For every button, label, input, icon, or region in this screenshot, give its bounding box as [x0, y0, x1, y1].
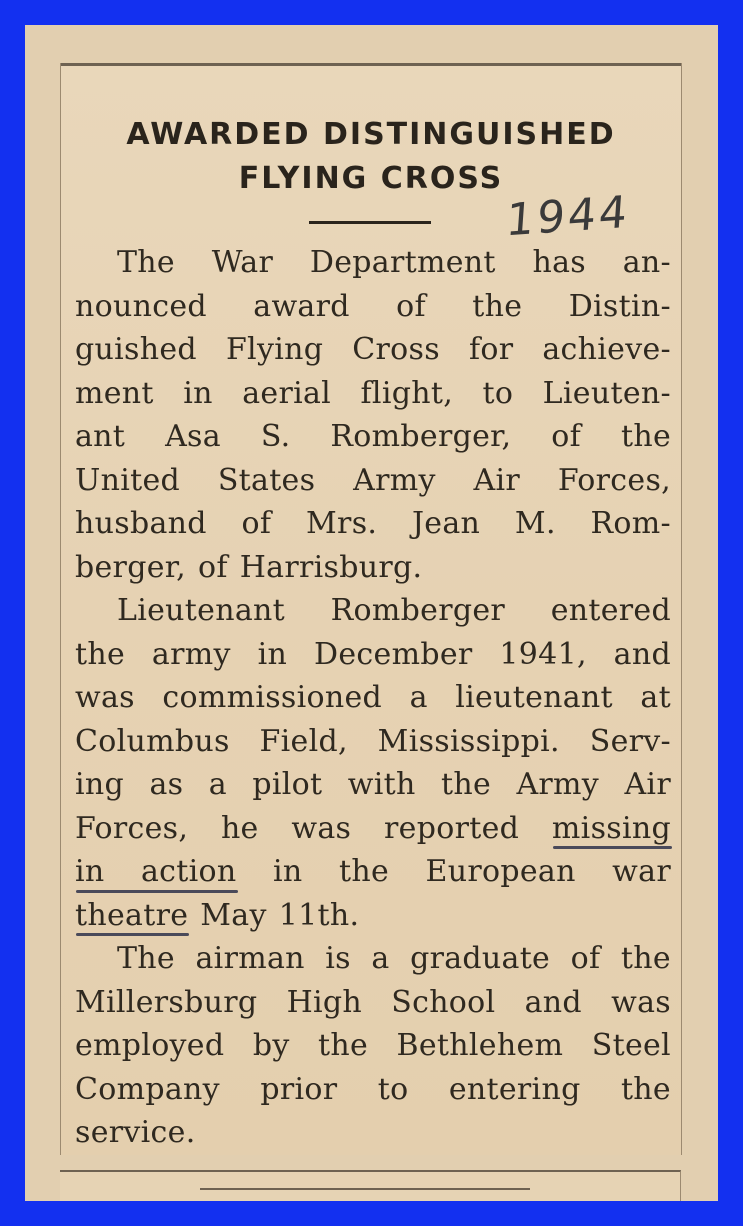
article-line — [75, 415, 671, 459]
word: achieve- — [542, 332, 671, 367]
word: of — [551, 419, 582, 454]
article-line — [75, 589, 671, 633]
article-line — [75, 981, 671, 1025]
word: Romberger, — [330, 419, 512, 454]
word: Field, — [259, 723, 348, 759]
word: Bethlehem — [396, 1028, 564, 1063]
word: the — [75, 636, 126, 672]
article-line — [75, 1024, 671, 1068]
word: Romberger — [330, 593, 506, 628]
word: Millersburg — [75, 984, 258, 1020]
word: and — [524, 984, 582, 1020]
word: is — [325, 941, 351, 976]
word: prior — [260, 1071, 338, 1107]
article-line — [75, 328, 671, 372]
word: the — [441, 767, 492, 802]
word: in — [75, 854, 105, 889]
next-clipping-edge — [60, 1170, 681, 1201]
word: service. — [75, 1115, 196, 1150]
article-line — [75, 720, 671, 764]
word: 1941, — [499, 636, 587, 672]
word: he — [220, 810, 259, 846]
word: The — [117, 941, 175, 976]
word: entered — [550, 593, 671, 628]
word: a — [208, 767, 227, 802]
word: the — [620, 419, 671, 454]
word: commissioned — [162, 680, 383, 715]
word: has — [532, 245, 586, 280]
word: Mississippi. — [377, 723, 560, 759]
word: the — [339, 854, 390, 889]
article-line — [75, 372, 671, 416]
word: pilot — [252, 767, 323, 802]
word: an- — [622, 245, 671, 280]
word: husband — [75, 506, 207, 541]
word: War — [211, 245, 274, 280]
article-line — [75, 763, 671, 807]
word: a — [409, 680, 428, 715]
article-line — [75, 807, 671, 851]
word: of — [241, 506, 272, 541]
article-line — [75, 850, 671, 894]
page-frame — [25, 25, 718, 1201]
next-clipping-rule — [200, 1188, 530, 1190]
word: Mrs. — [306, 506, 378, 541]
word: United — [75, 462, 181, 498]
article-body — [75, 241, 671, 1155]
headline-line-2: FLYING CROSS — [238, 161, 504, 196]
newspaper-clipping — [60, 63, 682, 1155]
word: in — [273, 854, 303, 889]
word: entering — [448, 1071, 581, 1107]
word: May — [200, 897, 267, 933]
word: was — [611, 984, 671, 1020]
word: Army — [516, 767, 600, 802]
word: was — [291, 810, 352, 846]
word: Company — [75, 1071, 220, 1107]
word: as — [149, 767, 184, 802]
word: award — [253, 288, 350, 324]
word: Distin- — [568, 288, 671, 324]
word: of — [570, 941, 601, 976]
word: Harrisburg. — [239, 549, 423, 585]
article-line — [75, 285, 671, 329]
pencil-underline — [76, 890, 238, 893]
word: flight, — [360, 375, 454, 411]
article-line — [75, 894, 671, 938]
word: of — [197, 549, 228, 585]
word: Serv- — [589, 723, 671, 759]
word: Department — [309, 245, 496, 280]
word: S. — [260, 419, 291, 454]
word: Asa — [165, 419, 221, 454]
word: Lieutenant — [117, 593, 285, 628]
word: School — [391, 984, 496, 1020]
headline-divider — [309, 221, 431, 224]
word: theatre — [75, 897, 189, 933]
word: 11th. — [278, 897, 360, 933]
article-line — [75, 459, 671, 503]
word: and — [613, 636, 671, 672]
word: the — [620, 1071, 671, 1107]
word: missing — [551, 810, 671, 846]
article-line — [75, 1111, 671, 1155]
word: Steel — [591, 1028, 671, 1063]
word: by — [252, 1028, 290, 1063]
word: for — [468, 332, 514, 367]
word: Forces, — [75, 810, 189, 846]
word: with — [347, 767, 416, 802]
word: Cross — [352, 332, 440, 367]
article-line — [75, 1068, 671, 1112]
word: Air — [473, 462, 521, 498]
word: Flying — [225, 332, 324, 367]
word: lieutenant — [455, 680, 613, 715]
word: employed — [75, 1028, 225, 1063]
word: the — [318, 1028, 369, 1063]
word: was — [75, 680, 135, 715]
handwritten-year: 1944 — [504, 186, 632, 247]
word: the — [472, 288, 523, 324]
top-rule — [61, 63, 681, 66]
word: reported — [384, 810, 520, 846]
word: M. — [514, 506, 556, 541]
article-line — [75, 937, 671, 981]
article-line — [75, 676, 671, 720]
word: Lieuten- — [542, 375, 671, 411]
article-line — [75, 546, 671, 590]
word: in — [257, 636, 288, 672]
word: war — [612, 854, 671, 889]
word: Columbus — [75, 723, 230, 759]
word: the — [620, 941, 671, 976]
pencil-underline — [553, 846, 672, 849]
word: ing — [75, 767, 125, 802]
word: to — [482, 375, 514, 411]
word: European — [425, 854, 576, 889]
word: action — [141, 854, 237, 889]
word: graduate — [410, 941, 551, 976]
word: ment — [75, 375, 154, 411]
word: nounced — [75, 288, 207, 324]
word: at — [640, 680, 671, 715]
word: Jean — [411, 506, 481, 541]
word: airman — [195, 941, 305, 976]
word: Air — [624, 767, 671, 802]
headline — [61, 113, 681, 201]
word: ant — [75, 419, 126, 454]
word: a — [371, 941, 390, 976]
headline-line-1: AWARDED DISTINGUISHED — [126, 117, 616, 152]
word: army — [151, 636, 231, 672]
word: in — [183, 375, 213, 411]
word: The — [117, 245, 175, 280]
word: aerial — [242, 375, 332, 411]
word: to — [377, 1071, 409, 1107]
word: Forces, — [557, 462, 671, 498]
word: of — [396, 288, 426, 324]
article-line — [75, 241, 671, 285]
word: States — [217, 462, 316, 498]
word: December — [314, 636, 473, 672]
word: guished — [75, 332, 197, 367]
word: Rom- — [590, 506, 671, 541]
word: High — [286, 984, 363, 1020]
word: Army — [353, 462, 436, 498]
article-line — [75, 633, 671, 677]
pencil-underline — [76, 933, 189, 936]
word: berger, — [75, 549, 186, 585]
article-line — [75, 502, 671, 546]
